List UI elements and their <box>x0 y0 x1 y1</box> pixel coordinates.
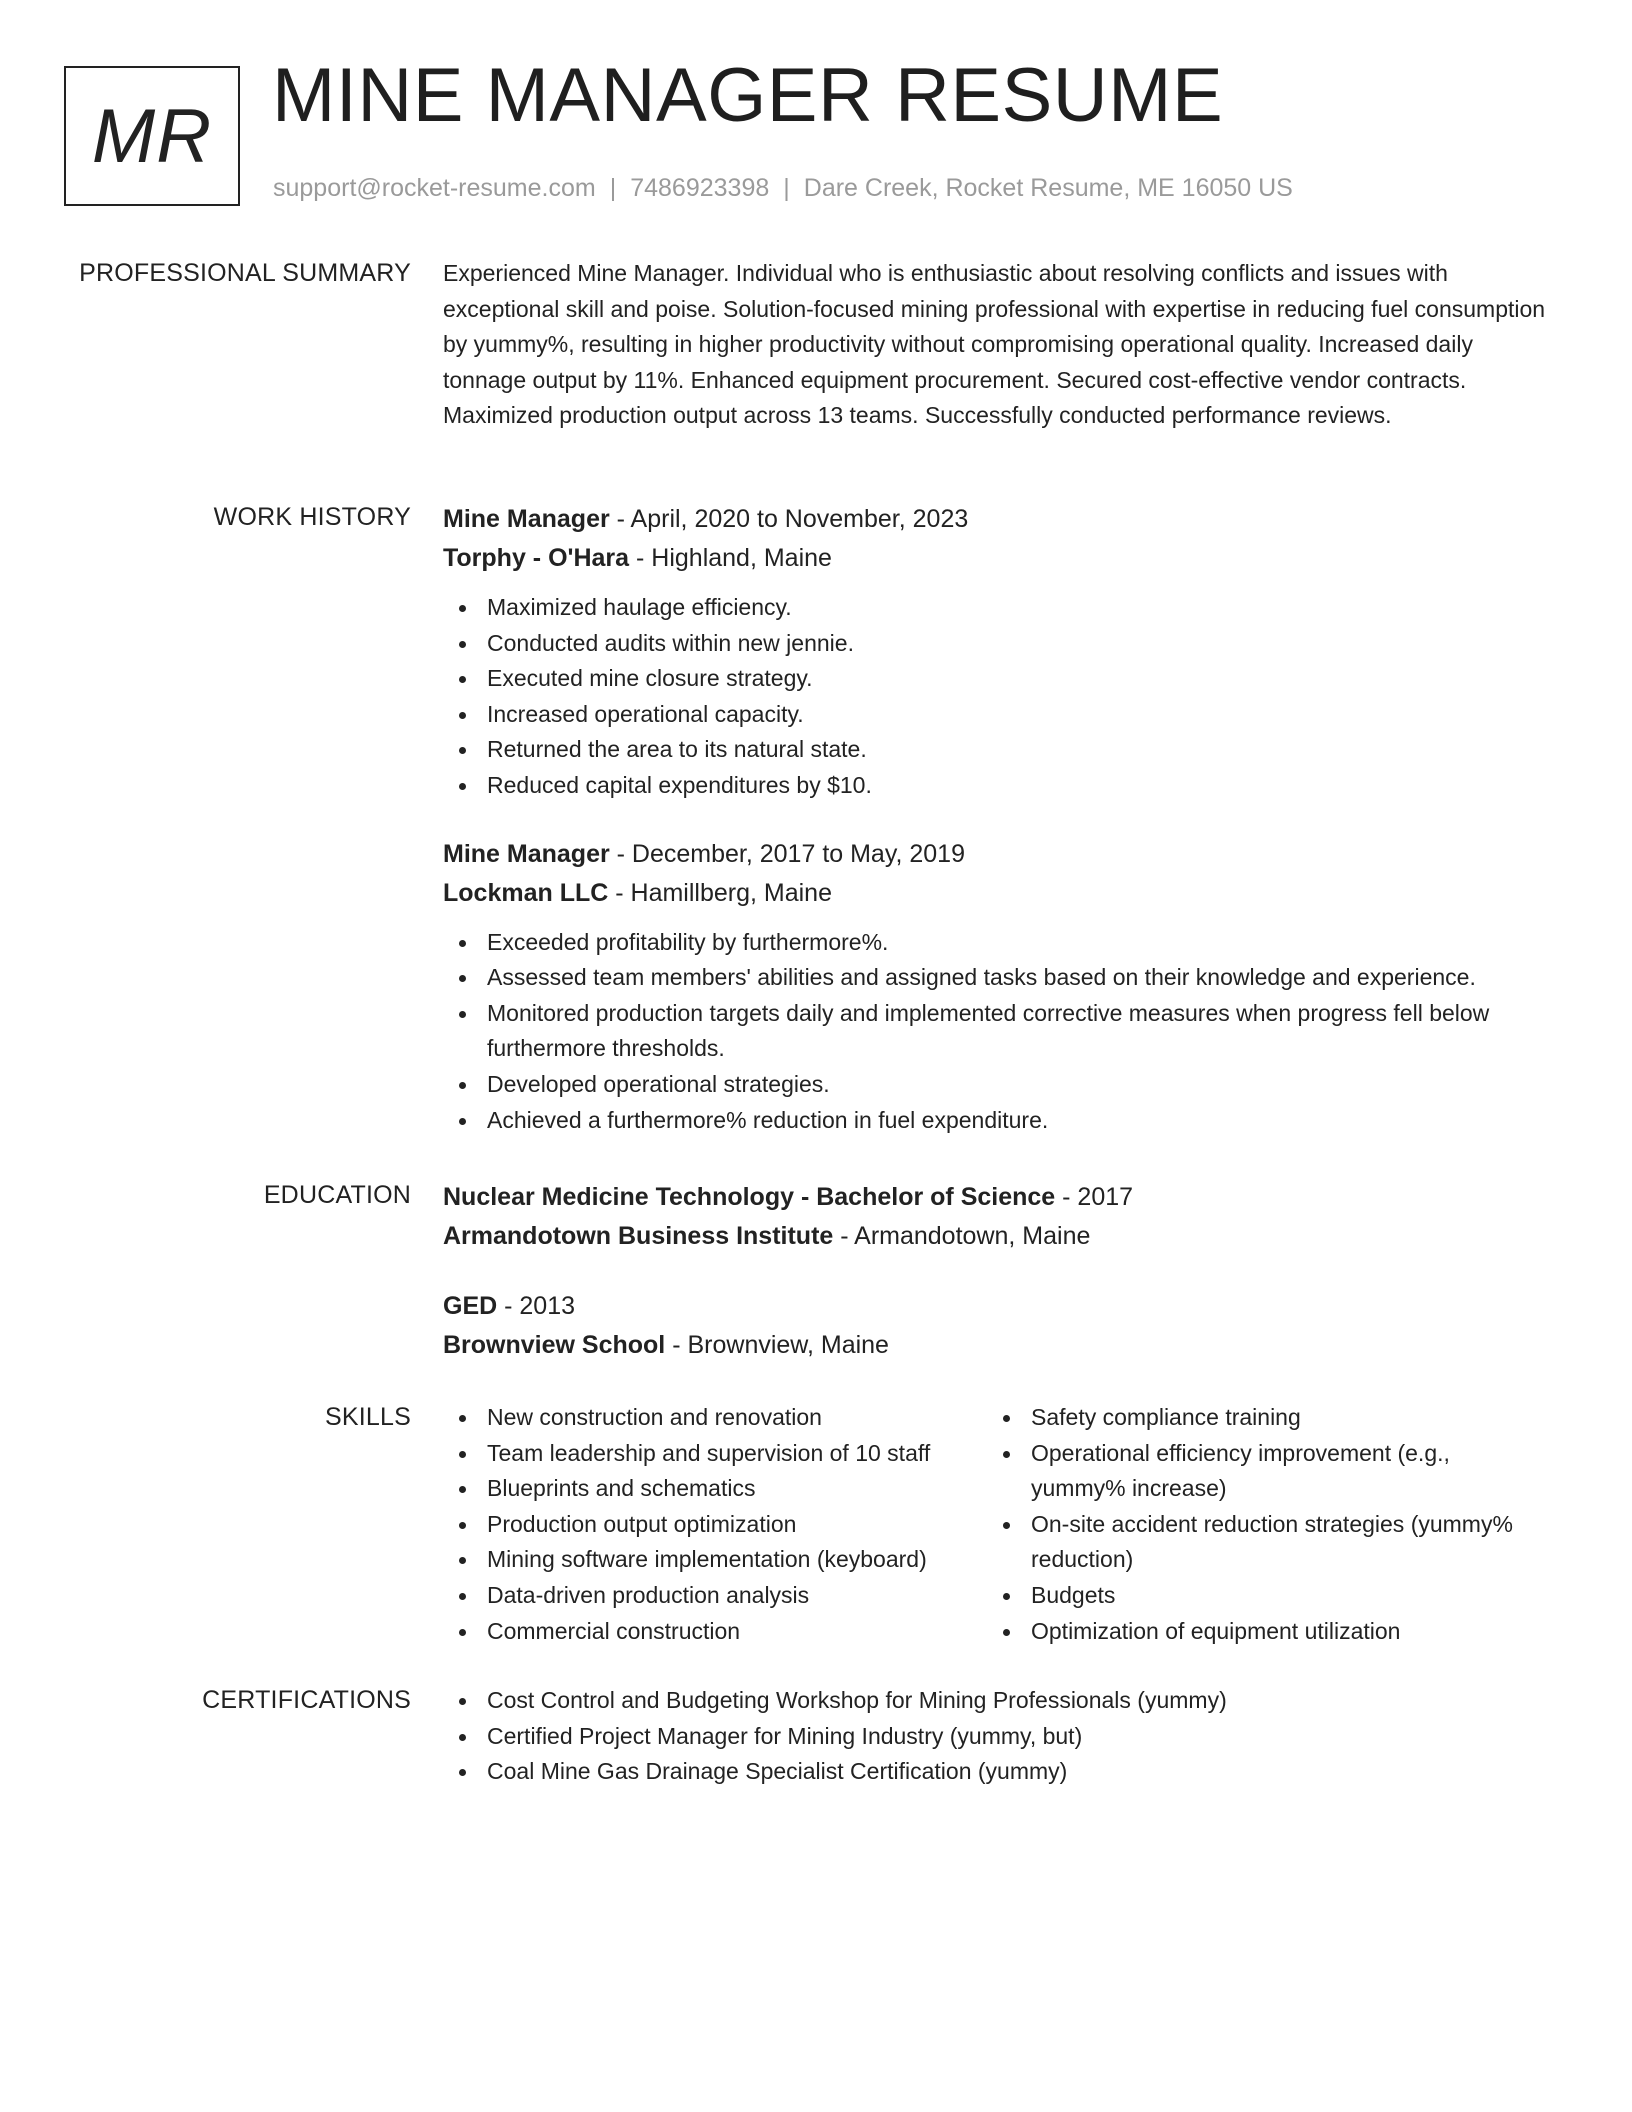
section-heading-skills: SKILLS <box>325 1403 411 1431</box>
skill-item: New construction and renovation <box>443 1400 987 1436</box>
job-entry <box>443 835 1553 1139</box>
certifications-list <box>443 1683 1553 1790</box>
summary-text: Experienced Mine Manager. Individual who is enthusiastic about resolving conflicts and issues with exceptional skill and poise. Solution-focused mining professional with expertise in reducing fuel consumption by yummy%, resulting in higher productivity without compromising operational quality. Increased daily tonnage output by 11%. Enhanced equipment procurement. Secured cost-effective vendor contracts. Maximized production output across 13 teams. Successfully conducted performance reviews. <box>443 260 1546 428</box>
skill-item: Operational efficiency improvement (e.g., yummy% increase) <box>987 1436 1531 1507</box>
monogram-initials: MR <box>91 93 213 179</box>
job-company: Torphy - O'Hara <box>443 544 630 572</box>
school: Armandotown Business Institute <box>443 1222 834 1250</box>
skill-item: Blueprints and schematics <box>443 1471 987 1507</box>
job-company-line <box>443 539 1553 578</box>
skill-item: Mining software implementation (keyboard) <box>443 1542 987 1578</box>
skill-item: On-site accident reduction strategies (yummy% reduction) <box>987 1507 1531 1578</box>
job-location: - Hamillberg, Maine <box>608 878 832 907</box>
certification-item: Coal Mine Gas Drainage Specialist Certification (yummy) <box>443 1754 1553 1790</box>
skills-columns <box>443 1400 1553 1649</box>
section-heading-work-history: WORK HISTORY <box>213 503 411 531</box>
contact-address: Dare Creek, Rocket Resume, ME 16050 US <box>803 174 1293 202</box>
skill-item: Safety compliance training <box>987 1400 1531 1436</box>
monogram-box <box>64 66 240 206</box>
degree-year: - 2013 <box>497 1292 576 1320</box>
education-list <box>443 1178 1553 1365</box>
skill-item: Production output optimization <box>443 1507 987 1543</box>
certification-item: Certified Project Manager for Mining Industry (yummy, but) <box>443 1719 1553 1755</box>
skills-list-left <box>443 1400 987 1649</box>
contact-separator: | <box>609 174 617 202</box>
degree: Nuclear Medicine Technology - Bachelor of Science <box>443 1183 1056 1211</box>
job-bullet: Developed operational strategies. <box>443 1067 1553 1103</box>
job-bullets <box>443 590 1553 804</box>
degree-line <box>443 1178 1553 1217</box>
job-company-line <box>443 874 1553 913</box>
degree-line <box>443 1287 1553 1326</box>
skill-item: Budgets <box>987 1578 1531 1614</box>
resume-title: MINE MANAGER RESUME <box>272 53 1224 138</box>
education-entry <box>443 1287 1553 1365</box>
job-dates: - December, 2017 to May, 2019 <box>609 839 965 868</box>
skill-item: Optimization of equipment utilization <box>987 1614 1531 1650</box>
skill-item: Data-driven production analysis <box>443 1578 987 1614</box>
job-bullet: Executed mine closure strategy. <box>443 661 1553 697</box>
certification-item: Cost Control and Budgeting Workshop for Mining Professionals (yummy) <box>443 1683 1553 1719</box>
contact-line <box>273 174 1293 203</box>
contact-phone: 7486923398 <box>630 174 770 202</box>
job-bullet: Returned the area to its natural state. <box>443 732 1553 768</box>
section-heading-education: EDUCATION <box>263 1181 411 1209</box>
section-heading-summary: PROFESSIONAL SUMMARY <box>79 259 411 287</box>
degree: GED <box>443 1292 498 1320</box>
skills-list-right <box>987 1400 1531 1649</box>
job-bullet: Increased operational capacity. <box>443 697 1553 733</box>
school-location: - Brownview, Maine <box>665 1331 889 1359</box>
job-bullet: Achieved a furthermore% reduction in fuel expenditure. <box>443 1103 1553 1139</box>
school-line <box>443 1326 1553 1365</box>
job-title: Mine Manager <box>443 505 610 533</box>
job-title-line <box>443 500 1553 539</box>
skill-item: Team leadership and supervision of 10 staff <box>443 1436 987 1472</box>
job-title: Mine Manager <box>443 839 610 868</box>
job-bullet: Maximized haulage efficiency. <box>443 590 1553 626</box>
education-entry <box>443 1178 1553 1256</box>
school: Brownview School <box>443 1331 666 1359</box>
job-bullet: Reduced capital expenditures by $10. <box>443 768 1553 804</box>
school-line <box>443 1217 1553 1256</box>
section-heading-certifications: CERTIFICATIONS <box>202 1686 411 1714</box>
work-history-list <box>443 500 1553 1138</box>
job-location: - Highland, Maine <box>629 544 832 572</box>
contact-separator: | <box>783 174 790 202</box>
job-bullet: Conducted audits within new jennie. <box>443 626 1553 662</box>
job-bullets <box>443 925 1553 1139</box>
contact-email: support@rocket-resume.com <box>273 174 596 202</box>
school-location: - Armandotown, Maine <box>833 1222 1091 1250</box>
job-bullet: Monitored production targets daily and implemented corrective measures when progress fell below furthermore thresholds. <box>443 996 1553 1067</box>
job-dates: - April, 2020 to November, 2023 <box>609 505 969 533</box>
certifications-body <box>443 1683 1553 1790</box>
job-bullet: Assessed team members' abilities and assigned tasks based on their knowledge and experience. <box>443 960 1553 996</box>
job-entry <box>443 500 1553 804</box>
skill-item: Commercial construction <box>443 1614 987 1650</box>
job-company: Lockman LLC <box>443 878 609 907</box>
job-title-line <box>443 835 1553 874</box>
job-bullet: Exceeded profitability by furthermore%. <box>443 925 1553 961</box>
degree-year: - 2017 <box>1055 1183 1134 1211</box>
